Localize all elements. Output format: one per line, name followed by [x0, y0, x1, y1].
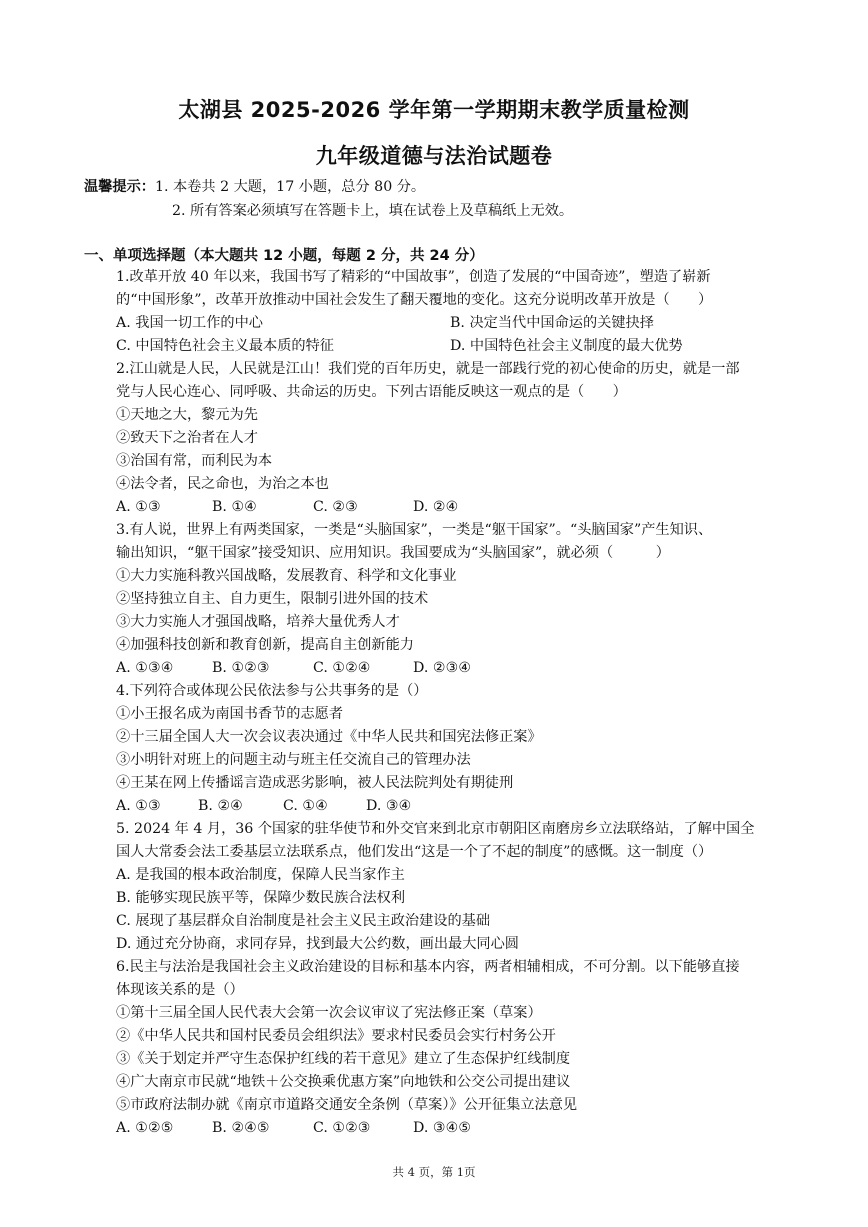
question-6-item-1: ①第十三届全国人民代表大会第一次会议审议了宪法修正案（草案）: [116, 1005, 542, 1021]
question-2-item-4: ④法令者，民之命也，为治之本也: [116, 476, 329, 492]
question-6-item-2: ②《中华人民共和国村民委员会组织法》要求村民委员会实行村务公开: [116, 1028, 556, 1044]
question-4-item-4: ④王某在网上传播谣言造成恶劣影响，被人民法院判处有期徒刑: [116, 775, 514, 791]
question-4-item-1: ①小王报名成为南国书香节的志愿者: [116, 706, 344, 722]
tips-item-1: 1. 本卷共 2 大题，17 小题，总分 80 分。: [154, 179, 426, 195]
question-3-option-a: A. ①③④: [116, 660, 174, 676]
question-3-option-b: B. ①②③: [212, 660, 270, 676]
question-2-item-1: ①天地之大，黎元为先: [116, 407, 258, 423]
question-1-option-d: D. 中国特色社会主义制度的最大优势: [450, 338, 683, 354]
question-2-option-a: A. ①③: [116, 499, 161, 515]
question-3-option-d: D. ②③④: [413, 660, 472, 676]
page-footer: 共 4 页，第 1页: [392, 1165, 476, 1179]
question-2-item-3: ③治国有常，而利民为本: [116, 453, 273, 469]
question-2-option-b: B. ①④: [212, 499, 257, 515]
tips-item-2: 2. 所有答案必须填写在答题卡上，填在试卷上及草稿纸上无效。: [172, 203, 574, 219]
question-4-item-2: ②十三届全国人大一次会议表决通过《中华人民共和国宪法修正案》: [116, 729, 542, 745]
tips-label: 温馨提示：: [84, 179, 155, 195]
question-5-line-2: 国人大常委会法工委基层立法联系点，他们发出“这是一个了不起的制度”的感慨。这一制度（）: [116, 844, 713, 860]
question-3-item-2: ②坚持独立自主、自力更生，限制引进外国的技术: [116, 591, 429, 607]
question-4-item-3: ③小明针对班上的问题主动与班主任交流自己的管理办法: [116, 752, 471, 768]
question-6-item-4: ④广大南京市民就“地铁＋公交换乘优惠方案”向地铁和公交公司提出建议: [116, 1074, 571, 1090]
question-1-line-2: 的“中国形象”，改革开放推动中国社会发生了翻天覆地的变化。这充分说明改革开放是（ ）: [116, 292, 713, 308]
question-1-option-a: A. 我国一切工作的中心: [116, 315, 263, 331]
question-5-option-a: A. 是我国的根本政治制度，保障人民当家作主: [116, 867, 405, 883]
question-1-line-1: 1.改革开放 40 年以来，我国书写了精彩的“中国故事”，创造了发展的“中国奇迹”，塑造了崭新: [116, 269, 711, 285]
question-6-item-5: ⑤市政府法制办就《南京市道路交通安全条例（草案）》公开征集立法意见: [116, 1097, 578, 1113]
question-3-item-4: ④加强科技创新和教育创新，提高自主创新能力: [116, 637, 414, 653]
question-2-option-d: D. ②④: [413, 499, 459, 515]
question-6-item-3: ③《关于划定并严守生态保护红线的若干意见》建立了生态保护红线制度: [116, 1051, 571, 1067]
question-6-option-c: C. ①②③: [313, 1120, 371, 1136]
section-heading: 一、单项选择题（本大题共 12 小题，每题 2 分，共 24 分）: [84, 248, 484, 264]
question-6-line-1: 6.民主与法治是我国社会主义政治建设的目标和基本内容，两者相辅相成，不可分割。以下能够直接: [116, 959, 740, 975]
question-3-item-3: ③大力实施人才强国战略，培养大量优秀人才: [116, 614, 400, 630]
exam-title: 太湖县 2025-2026 学年第一学期期末教学质量检测: [178, 98, 690, 122]
question-4-option-c: C. ①④: [283, 798, 328, 814]
question-3-line-1: 3.有人说，世界上有两类国家，一类是“头脑国家”，一类是“躯干国家”。“头脑国家”产生知识、: [116, 522, 713, 538]
question-6-option-a: A. ①②⑤: [116, 1120, 174, 1136]
question-6-option-d: D. ③④⑤: [413, 1120, 472, 1136]
question-5-line-1: 5. 2024 年 4 月，36 个国家的驻华使节和外交官来到北京市朝阳区南磨房乡立法联络站，了解中国全: [116, 821, 755, 837]
question-4-option-d: D. ③④: [366, 798, 412, 814]
question-5-option-c: C. 展现了基层群众自治制度是社会主义民主政治建设的基础: [116, 913, 491, 929]
question-2-option-c: C. ②③: [313, 499, 358, 515]
question-2-item-2: ②致天下之治者在人才: [116, 430, 258, 446]
question-2-line-1: 2.江山就是人民，人民就是江山！我们党的百年历史，就是一部践行党的初心使命的历史，就是一部: [116, 361, 740, 377]
question-1-option-b: B. 决定当代中国命运的关键抉择: [450, 315, 654, 331]
question-2-line-2: 党与人民心连心、同呼吸、共命运的历史。下列古语能反映这一观点的是（ ）: [116, 384, 627, 400]
tips-line-1: [84, 176, 425, 199]
exam-subtitle: 九年级道德与法治试题卷: [315, 144, 553, 168]
question-6-option-b: B. ②④⑤: [212, 1120, 270, 1136]
question-5-option-d: D. 通过充分协商，求同存异，找到最大公约数，画出最大同心圆: [116, 936, 519, 952]
question-4-option-b: B. ②④: [198, 798, 243, 814]
question-1-option-c: C. 中国特色社会主义最本质的特征: [116, 338, 334, 354]
question-4-line-1: 4.下列符合或体现公民依法参与公共事务的是（）: [116, 683, 428, 699]
question-3-line-2: 输出知识，“躯干国家”接受知识、应用知识。我国要成为“头脑国家”，就必须（ ）: [116, 545, 670, 561]
question-3-item-1: ①大力实施科教兴国战略，发展教育、科学和文化事业: [116, 568, 457, 584]
question-5-option-b: B. 能够实现民族平等，保障少数民族合法权利: [116, 890, 406, 906]
question-6-line-2: 体现该关系的是（）: [116, 982, 244, 998]
question-3-option-c: C. ①②④: [313, 660, 371, 676]
question-4-option-a: A. ①③: [116, 798, 161, 814]
